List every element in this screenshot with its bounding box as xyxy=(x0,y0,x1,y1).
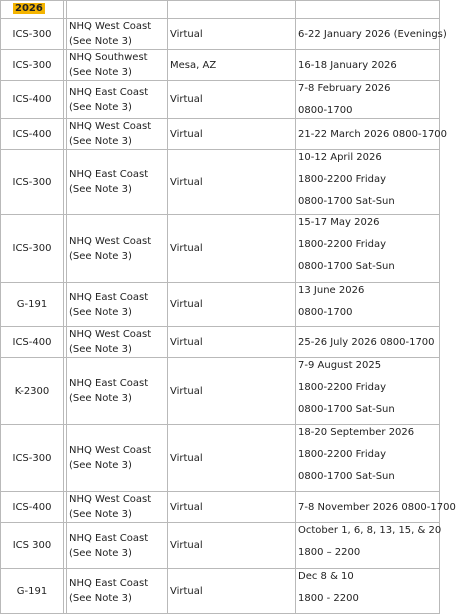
delivery-cell xyxy=(168,523,296,569)
delivery-cell xyxy=(168,215,296,283)
course-code: ICS-400 xyxy=(12,501,52,513)
delivery-text: Virtual xyxy=(170,336,203,348)
table-row xyxy=(1,569,440,614)
location-cell xyxy=(67,425,168,492)
table-row xyxy=(1,327,440,358)
location-text: NHQ East Coast (See Note 3) xyxy=(69,378,149,404)
location-text: NHQ East Coast (See Note 3) xyxy=(69,291,149,318)
location-text: NHQ East Coast (See Note 3) xyxy=(69,169,149,195)
date-line: 0800-1700 Sat-Sun xyxy=(298,404,395,415)
course-code: ICS-300 xyxy=(12,452,52,464)
course-code: ICS-400 xyxy=(12,336,52,348)
date-line: 7-8 February 2026 xyxy=(298,83,391,94)
date-line: Dec 8 & 10 xyxy=(298,571,354,582)
location-cell xyxy=(67,492,168,523)
location-text: NHQ East Coast (See Note 3) xyxy=(69,532,149,559)
date-line: 0800-1700 xyxy=(298,105,353,116)
table-row xyxy=(1,358,440,425)
delivery-text: Virtual xyxy=(170,243,203,254)
delivery-text: Virtual xyxy=(170,128,203,140)
date-line: 25-26 July 2026 0800-1700 xyxy=(298,336,435,348)
course-code-cell xyxy=(1,492,64,523)
date-line: 6-22 January 2026 (Evenings) xyxy=(298,28,447,40)
date-cell xyxy=(296,215,440,283)
date-line: 1800-2200 Friday xyxy=(298,239,386,250)
location-cell xyxy=(67,327,168,358)
table-row xyxy=(1,492,440,523)
location-text: NHQ West Coast (See Note 3) xyxy=(69,445,152,471)
delivery-text: Virtual xyxy=(170,299,203,310)
date-line: 13 June 2026 xyxy=(298,285,365,296)
table-row xyxy=(1,81,440,119)
date-line: 7-9 August 2025 xyxy=(298,360,382,371)
date-cell xyxy=(296,150,440,215)
date-cell xyxy=(296,119,448,150)
course-code: ICS 300 xyxy=(12,540,52,551)
delivery-text: Virtual xyxy=(170,540,203,551)
course-code-cell xyxy=(1,283,64,327)
date-cell xyxy=(296,523,440,569)
location-cell xyxy=(67,119,168,150)
location-text: NHQ Southwest (See Note 3) xyxy=(69,52,148,78)
delivery-text: Virtual xyxy=(170,94,203,105)
date-cell xyxy=(296,492,456,523)
course-code-cell xyxy=(1,569,64,614)
location-text: NHQ East Coast (See Note 3) xyxy=(69,86,149,113)
course-code-cell xyxy=(1,215,64,283)
location-cell xyxy=(67,50,168,81)
location-cell xyxy=(67,81,168,119)
location-cell xyxy=(67,283,168,327)
date-line: 1800 - 2200 xyxy=(298,593,359,604)
delivery-text: Mesa, AZ xyxy=(170,59,217,71)
delivery-cell xyxy=(168,81,296,119)
date-line: 21-22 March 2026 0800-1700 xyxy=(298,128,448,140)
date-line: 18-20 September 2026 xyxy=(298,427,415,438)
location-cell xyxy=(67,523,168,569)
location-text: NHQ West Coast (See Note 3) xyxy=(69,494,152,520)
date-cell xyxy=(296,50,440,81)
date-cell xyxy=(296,81,440,119)
delivery-cell xyxy=(168,50,296,81)
course-code: G-191 xyxy=(16,299,48,310)
date-line: 7-8 November 2026 0800-1700 xyxy=(298,501,456,513)
date-line: 1800-2200 Friday xyxy=(298,174,386,185)
date-line: 16-18 January 2026 xyxy=(298,59,397,71)
course-code: ICS-400 xyxy=(12,94,52,105)
date-cell xyxy=(296,19,447,50)
location-text: NHQ West Coast (See Note 3) xyxy=(69,121,152,147)
date-line: October 1, 6, 8, 13, 15, & 20 xyxy=(298,525,442,536)
delivery-cell xyxy=(168,150,296,215)
location-cell xyxy=(67,358,168,425)
date-cell xyxy=(296,327,440,358)
year-cell xyxy=(1,1,64,19)
table-row xyxy=(1,215,440,283)
delivery-cell xyxy=(168,569,296,614)
location-cell xyxy=(67,215,168,283)
table-row xyxy=(1,19,440,50)
date-line: 1800-2200 Friday xyxy=(298,449,386,460)
course-code: K-2300 xyxy=(14,385,50,397)
course-code: ICS-300 xyxy=(12,28,52,40)
delivery-cell xyxy=(168,425,296,492)
date-line: 1800 – 2200 xyxy=(298,547,361,558)
table-row xyxy=(1,50,440,81)
delivery-text: Virtual xyxy=(170,385,203,397)
course-code-cell xyxy=(1,150,64,215)
delivery-text: Virtual xyxy=(170,452,203,464)
year-label: 2026 xyxy=(15,3,43,14)
location-text: NHQ West Coast (See Note 3) xyxy=(69,21,152,47)
date-cell xyxy=(296,569,440,614)
delivery-cell xyxy=(168,492,296,523)
date-line: 0800-1700 xyxy=(298,307,353,318)
location-text: NHQ West Coast (See Note 3) xyxy=(69,235,152,262)
course-code: G-191 xyxy=(16,585,48,597)
location-cell xyxy=(67,150,168,215)
delivery-cell xyxy=(168,327,296,358)
delivery-cell xyxy=(168,283,296,327)
table-row xyxy=(1,425,440,492)
date-cell xyxy=(296,358,440,425)
course-code: ICS-300 xyxy=(12,176,52,188)
table-row xyxy=(1,119,440,150)
delivery-text: Virtual xyxy=(170,501,203,513)
course-code-cell xyxy=(1,523,64,569)
course-code-cell xyxy=(1,19,64,50)
course-code: ICS-300 xyxy=(12,59,52,71)
delivery-text: Virtual xyxy=(170,585,203,597)
course-code: ICS-400 xyxy=(12,128,52,140)
table-row xyxy=(1,150,440,215)
location-text: NHQ East Coast (See Note 3) xyxy=(69,578,149,604)
delivery-text: Virtual xyxy=(170,176,203,188)
location-text: NHQ West Coast (See Note 3) xyxy=(69,329,152,355)
date-cell xyxy=(296,283,440,327)
delivery-cell xyxy=(168,19,296,50)
date-line: 0800-1700 Sat-Sun xyxy=(298,196,395,207)
date-line: 0800-1700 Sat-Sun xyxy=(298,261,395,272)
course-code: ICS-300 xyxy=(12,243,52,254)
course-code-cell xyxy=(1,119,64,150)
course-code-cell xyxy=(1,358,64,425)
location-cell xyxy=(67,19,168,50)
delivery-cell xyxy=(168,119,296,150)
course-code-cell xyxy=(1,327,64,358)
table-row xyxy=(1,523,440,569)
delivery-text: Virtual xyxy=(170,28,203,40)
date-cell xyxy=(296,425,440,492)
date-line: 1800-2200 Friday xyxy=(298,382,386,393)
course-code-cell xyxy=(1,425,64,492)
date-line: 0800-1700 Sat-Sun xyxy=(298,471,395,482)
year-header-row xyxy=(1,1,440,19)
course-code-cell xyxy=(1,50,64,81)
course-code-cell xyxy=(1,81,64,119)
table-row xyxy=(1,283,440,327)
location-cell xyxy=(67,569,168,614)
date-line: 10-12 April 2026 xyxy=(298,152,382,163)
delivery-cell xyxy=(168,358,296,425)
date-line: 15-17 May 2026 xyxy=(298,217,380,228)
